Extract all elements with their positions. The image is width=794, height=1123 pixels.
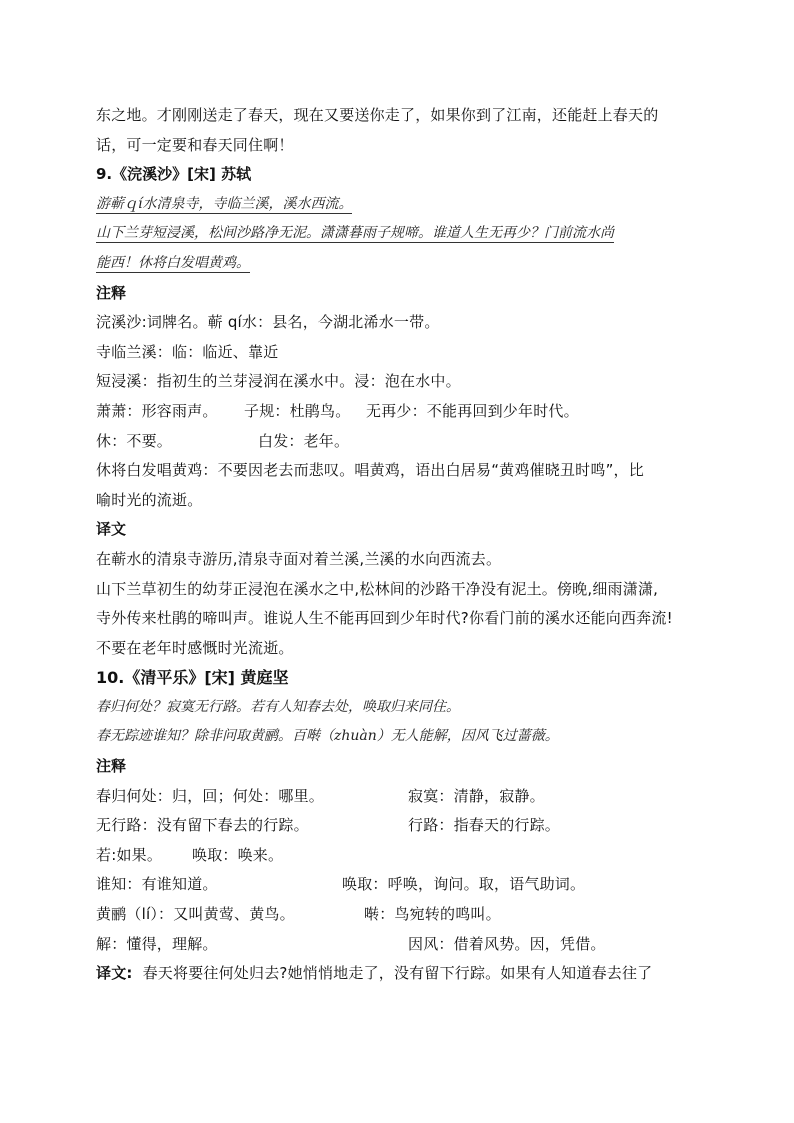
poem9-note-3: 短浸溪：指初生的兰芽浸润在溪水中。浸：泡在水中。 [96,372,461,391]
poem10-translation-text: 春天将要往何处归去?她悄悄地走了，没有留下行踪。如果有人知道春去往了 [142,964,653,983]
poem9-translation-1: 在蕲水的清泉寺游历,清泉寺面对着兰溪,兰溪的水向西流去。 [96,549,502,568]
poem10-note-5 [96,900,706,930]
poem10-note-1a: 春归何处：归，回；何处：哪里。 [96,786,325,805]
poem9-text-2 [96,219,706,249]
poem10-title: 10.《清平乐》[宋] 黄庭坚 [96,668,289,688]
poem9-note-2: 寺临兰溪：临：临近、靠近 [96,342,279,361]
poem9-line-2: 山下兰芽短浸溪，松间沙路净无泥。潇潇暮雨子规啼。谁道人生无再少？门前流水尚 [96,225,614,242]
poem9-note-6: 休将白发唱黄鸡：不要因老去而悲叹。唱黄鸡，语出白居易“黄鸡催晓丑时鸣”，比 [96,461,644,480]
poem9-note-1: 浣溪沙:词牌名。蕲 qí水：县名，今湖北浠水一带。 [96,313,440,332]
poem10-note-1 [96,782,706,812]
poem9-line-1: 游蕲ｑí水清泉寺，寺临兰溪，溪水西流。 [96,195,353,212]
poem10-note-6b: 因风：借着风势。因，凭借。 [408,934,606,953]
poem10-note-3b: 唤取：唤来。 [192,845,284,864]
poem10-note-3 [96,841,706,871]
poem9-notes-heading: 注释 [96,283,127,302]
poem9-note-4b: 子规：杜鹃鸟。 [244,401,351,420]
intro-line-1: 东之地。才刚刚送走了春天，现在又要送你走了，如果你到了江南，还能赶上春天的 [96,106,659,124]
poem10-note-6 [96,930,706,960]
document-page [96,101,706,989]
poem9-note-5a: 休：不要。 [96,431,173,450]
poem10-note-2b: 行路：指春天的行踪。 [408,816,561,835]
intro-line-2: 话，可一定要和春天同住啊！ [96,135,294,154]
poem10-text-2: 春无踪迹谁知？除非问取黄鹂。百啭（zhuàn）无人能解，因风飞过蔷薇。 [96,728,559,745]
poem9-text-3 [96,249,706,279]
poem9-line-3: 能西！休将白发唱黄鸡。 [96,254,250,271]
poem9-translation-heading: 译文 [96,520,127,539]
poem10-note-4b: 唤取：呼唤，询问。取，语气助词。 [342,875,586,894]
poem9-text-1 [96,190,706,220]
poem10-note-2a: 无行路：没有留下春去的行踪。 [96,816,309,835]
poem9-translation-3: 寺外传来杜鹃的啼叫声。谁说人生不能再回到少年时代?你看门前的溪水还能向西奔流! [96,609,673,628]
poem10-note-4 [96,870,706,900]
poem10-note-3a: 若:如果。 [96,845,163,864]
poem9-note-4c: 无再少：不能再回到少年时代。 [366,401,579,420]
poem9-note-4 [96,397,706,427]
poem10-translation-label: 译文: [96,964,133,983]
poem10-translation-1 [96,959,706,989]
poem9-title: 9.《浣溪沙》[宋] 苏轼 [96,165,252,184]
poem10-note-5b: 啭：鸟宛转的鸣叫。 [364,905,501,924]
poem10-note-2 [96,811,706,841]
poem9-translation-4: 不要在老年时感慨时光流逝。 [96,638,294,657]
poem9-note-5b: 白发：老年。 [258,431,350,450]
poem9-note-4a: 萧萧：形容雨声。 [96,401,218,420]
poem9-note-5 [96,427,706,457]
poem10-note-1b: 寂寞：清静，寂静。 [408,786,545,805]
poem10-notes-heading: 注释 [96,757,127,776]
poem10-text-1: 春归何处？寂寞无行路。若有人知春去处，唤取归来同住。 [96,698,460,715]
poem10-note-6a: 解：懂得，理解。 [96,934,218,953]
poem9-translation-2: 山下兰草初生的幼芽正浸泡在溪水之中,松林间的沙路干净没有泥土。傍晚,细雨潇潇, [96,579,659,598]
poem10-note-5a: 黄鹂（lí）：又叫黄莺、黄鸟。 [96,905,295,924]
poem9-note-7: 喻时光的流逝。 [96,490,203,509]
poem10-note-4a: 谁知：有谁知道。 [96,875,218,894]
